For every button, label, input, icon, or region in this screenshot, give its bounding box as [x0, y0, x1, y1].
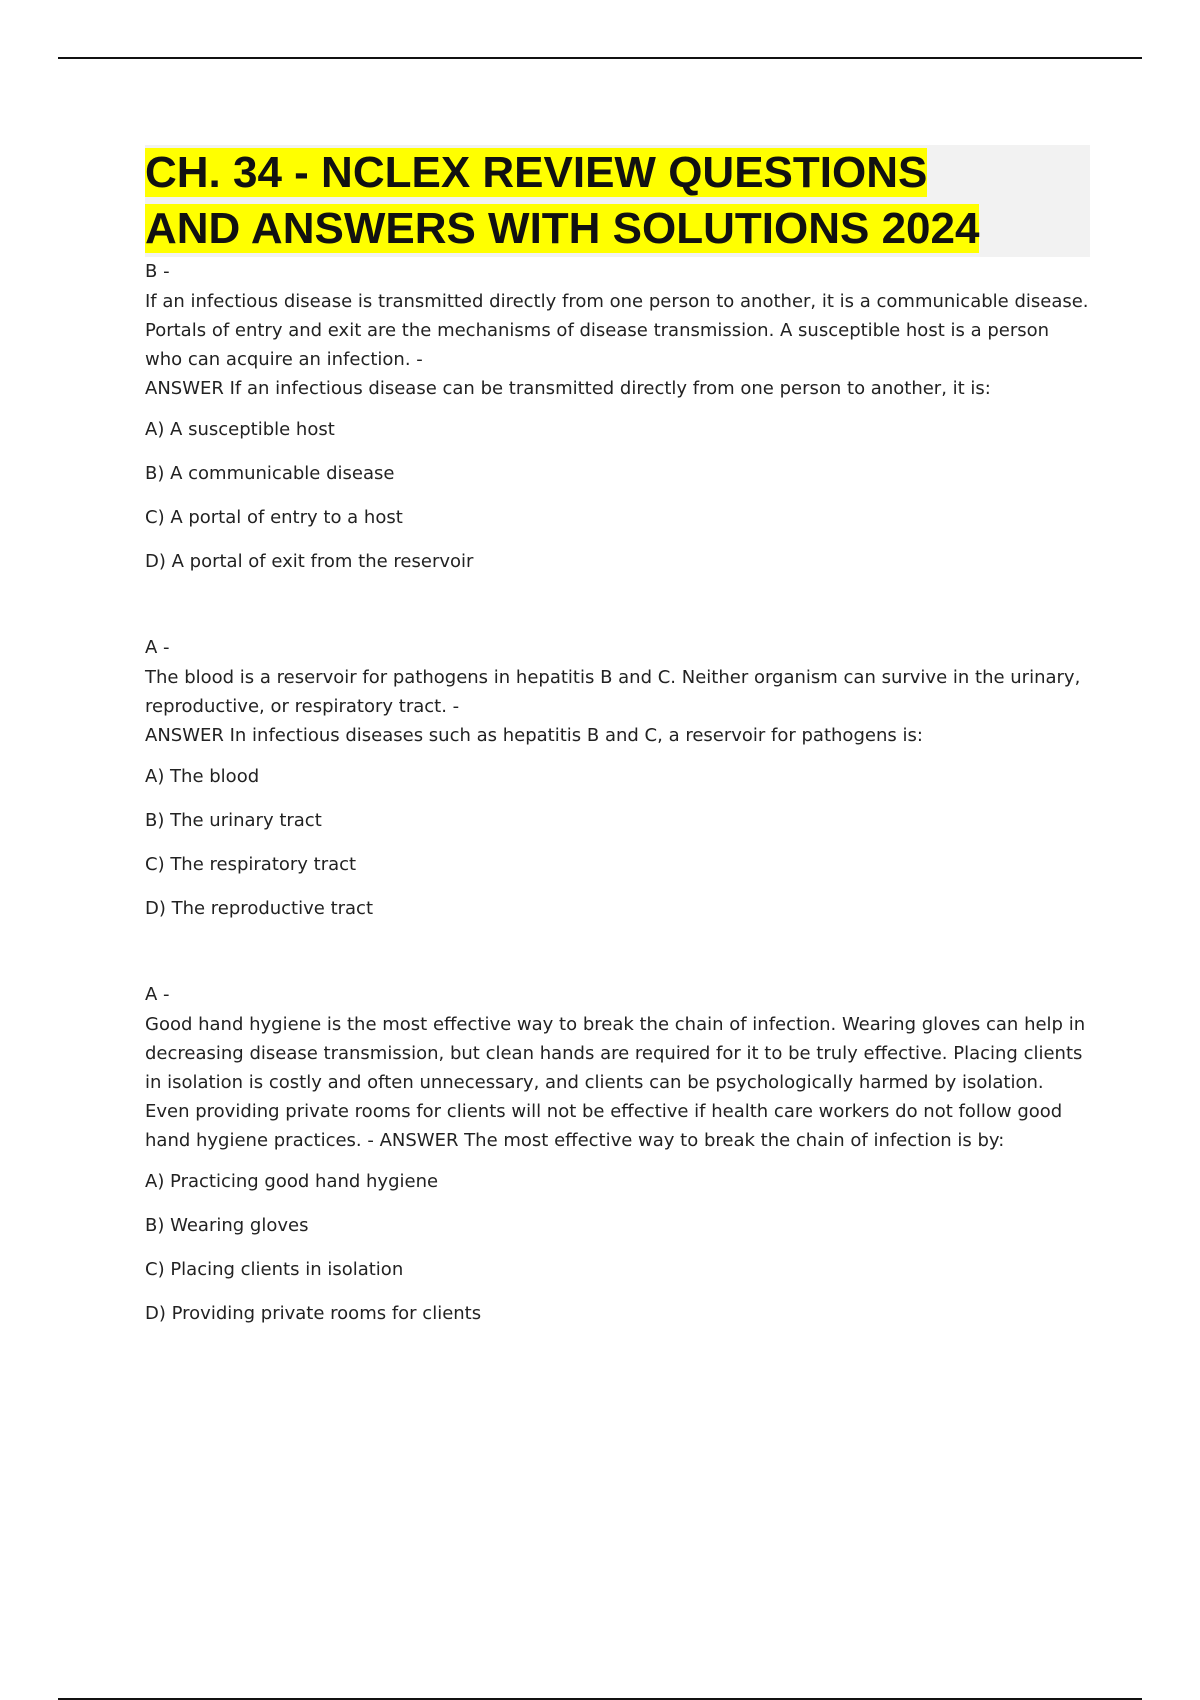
option-d: D) The reproductive tract	[145, 898, 374, 919]
option-a: A) A susceptible host	[145, 419, 335, 440]
answer-key: A -	[145, 637, 170, 658]
option-d: D) Providing private rooms for clients	[145, 1303, 482, 1324]
explanation-text	[145, 1010, 1090, 1155]
document-title	[145, 145, 1090, 257]
answer-key: A -	[145, 984, 170, 1005]
option-c: C) A portal of entry to a host	[145, 507, 403, 528]
question-block-2	[145, 635, 1090, 922]
rationale: The blood is a reservoir for pathogens in hepatitis B and C. Neither organism can survive in the urinary, reproductive, or respiratory tract. -	[145, 667, 1081, 717]
options-list	[145, 764, 1090, 922]
document-body	[145, 145, 1090, 1345]
question-block-1	[145, 259, 1090, 575]
option-b: B) The urinary tract	[145, 810, 322, 831]
answer-key: B -	[145, 261, 170, 282]
rationale: If an infectious disease is transmitted directly from one person to another, it is a communicable disease. Portals of entry and exit are the mechanisms of disease transmission. A susceptible host is a person who can acquire an infection. -	[145, 291, 1089, 370]
option-c: C) The respiratory tract	[145, 854, 357, 875]
option-c: C) Placing clients in isolation	[145, 1259, 404, 1280]
title-line-1: CH. 34 - NCLEX REVIEW QUESTIONS	[145, 148, 928, 197]
title-line-2: AND ANSWERS WITH SOLUTIONS 2024	[145, 204, 980, 253]
question-stem: ANSWER In infectious diseases such as hepatitis B and C, a reservoir for pathogens is:	[145, 725, 923, 746]
explanation-text	[145, 663, 1090, 750]
option-d: D) A portal of exit from the reservoir	[145, 551, 474, 572]
title-block	[145, 145, 1090, 257]
option-b: B) A communicable disease	[145, 463, 395, 484]
option-b: B) Wearing gloves	[145, 1215, 309, 1236]
explanation-text	[145, 287, 1090, 403]
top-rule	[58, 57, 1142, 59]
question-stem: ANSWER If an infectious disease can be transmitted directly from one person to another, it is:	[145, 378, 991, 399]
options-list	[145, 1169, 1090, 1327]
option-a: A) Practicing good hand hygiene	[145, 1171, 439, 1192]
option-a: A) The blood	[145, 766, 260, 787]
question-block-3	[145, 982, 1090, 1327]
rationale: Good hand hygiene is the most effective way to break the chain of infection. Wearing gloves can help in decreasing disease transmission, but clean hands are required for it to be truly effective. Placing clients in isolation is costly and often unnecessary, and clients can be psychologically harmed by isolation. Even providing private rooms for clients will not be effective if health care workers do not follow good hand hygiene practices. - ANSWER The most effective way to break the chain of infection is by:	[145, 1014, 1086, 1151]
options-list	[145, 417, 1090, 575]
